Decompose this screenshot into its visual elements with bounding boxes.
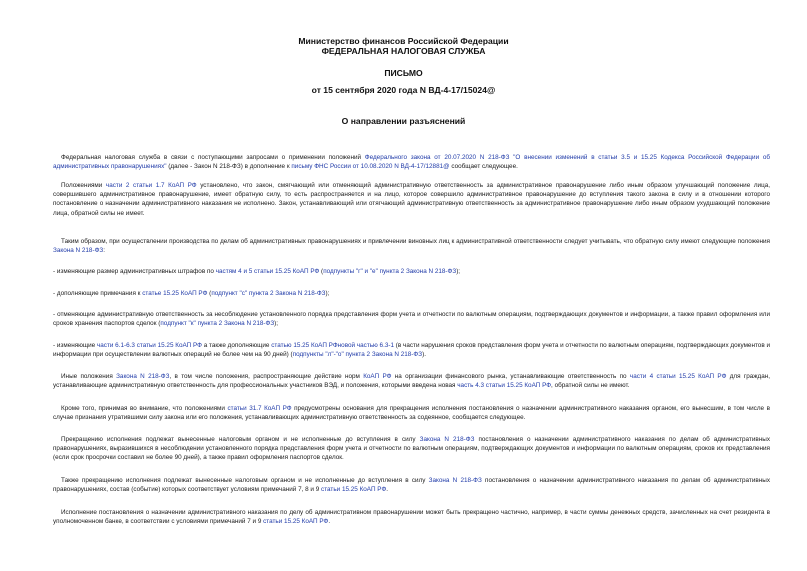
text: , обратной силы не имеют. xyxy=(551,382,630,390)
article-link[interactable]: статье 15.25 КоАП РФ xyxy=(142,290,208,297)
article-link[interactable]: статьи 15.25 КоАП РФ xyxy=(263,518,329,526)
text: Положениями xyxy=(61,182,106,189)
text: ). xyxy=(422,351,426,359)
list-item-notes xyxy=(53,289,770,298)
service-heading: ФЕДЕРАЛЬНАЯ НАЛОГОВАЯ СЛУЖБА xyxy=(321,46,486,56)
article-link[interactable]: статьи 31.7 КоАП РФ xyxy=(227,405,292,412)
text: ); xyxy=(274,320,279,328)
article-link[interactable]: статью 15.25 КоАП РФ xyxy=(271,342,338,349)
text: - изменяющие xyxy=(53,342,97,349)
list-item-fines xyxy=(53,267,770,276)
subparagraph-link[interactable]: подпункты "г" и "е" пункта 2 Закона N 218-ФЗ xyxy=(323,268,457,275)
text: - дополняющие примечания к xyxy=(53,290,143,297)
text: постановления о назначении административного наказания по делам об административных правонарушениях, состав (событие) которых соответствует условиям примечаний 7, 8 и 9 xyxy=(53,477,770,494)
paragraph-retroactivity xyxy=(53,181,770,218)
text: а также дополняющие xyxy=(201,342,272,349)
paragraph-conclusion xyxy=(53,237,770,255)
text: ( xyxy=(207,290,212,297)
ministry-heading: Министерство финансов Российской Федерации xyxy=(298,36,509,46)
paragraph-termination-tax xyxy=(53,435,770,463)
text: ); xyxy=(325,290,330,297)
text: Федеральная налоговая служба в связи с поступающими запросами о применении положений xyxy=(61,154,365,161)
text: Иные положения xyxy=(61,373,117,380)
law-link[interactable]: Закона N 218-ФЗ xyxy=(53,247,104,255)
law-link[interactable]: Закона N 218-ФЗ xyxy=(116,373,170,380)
text: : xyxy=(103,247,105,255)
text: постановления о назначении административного наказания по делам об административных правонарушениях, выразившихся в несоблюдении установленного порядка представления форм учета и отчетности по валютным операциям, подтверждающих документов и информации по валютным операциям, сроков их представления (если срок просрочки составил не более 90 дней), а также правил оформления паспортов сделок. xyxy=(53,436,770,462)
paragraph-termination-grounds xyxy=(53,404,770,422)
subparagraph-link[interactable]: подпункт "к" пункта 2 Закона N 218-ФЗ xyxy=(160,320,275,328)
law-link[interactable]: Закона N 218-ФЗ xyxy=(419,436,475,443)
paragraph-termination-notes xyxy=(53,476,770,494)
text: Также прекращению исполнения подлежат вынесенные налоговым органом и не исполненные до вступления в силу xyxy=(61,477,429,484)
text: (в части нарушения сроков представления форм учета и отчетности по валютным операциям, подтверждающих документов и информации при осуществлении валютных операций не более чем на 90 дней) ( xyxy=(53,342,771,359)
text: сообщает следующее. xyxy=(449,163,518,171)
text: Прекращению исполнения подлежат вынесенные налоговым органом и не исполненные до вступления в силу xyxy=(61,436,420,443)
text: Таким образом, при осуществлении производства по делам об административных правонарушениях и привлечении виновных лиц к административной ответственности следует учитывать, что обратную силу имеют следующие положения xyxy=(61,238,770,245)
document-subject: О направлении разъяснений xyxy=(341,116,466,126)
text: , в том числе положения, распространяющие действие норм xyxy=(169,373,364,380)
text: Кроме того, принимая во внимание, что положениями xyxy=(61,405,228,412)
article-link[interactable]: часть 4.3 статьи 15.25 КоАП РФ xyxy=(457,382,552,390)
letter-link[interactable]: письму ФНС России от 10.08.2020 N ВД-4-17/12881@ xyxy=(291,163,450,171)
list-item-amendments xyxy=(53,341,770,359)
list-item-repeal xyxy=(53,310,770,328)
law-link[interactable]: Закона N 218-ФЗ xyxy=(428,477,482,484)
text: для граждан, устанавливающие административную ответственность для профессиональных участников ВЭД, и положения, которыми введена новая xyxy=(53,373,770,390)
text: . xyxy=(386,486,389,494)
article-link[interactable]: части 6.1-6.3 статьи 15.25 КоАП РФ xyxy=(96,342,202,349)
text: (далее - Закон N 218-ФЗ) в дополнение к xyxy=(166,163,292,171)
article-link[interactable]: частям 4 и 5 статьи 15.25 КоАП РФ xyxy=(215,268,320,275)
document-type: ПИСЬМО xyxy=(384,68,423,78)
article-part-link[interactable]: новой частью 6.3-1 xyxy=(337,342,395,349)
text: предусмотрены основания для прекращения исполнения постановления о назначении административного наказания органом, его вынесшим, в том числе в случае признания утратившими силу закона или его положения, устанавливающих административную ответственность за содеянное, сообщается следующее. xyxy=(53,405,770,422)
text: установлено, что закон, смягчающий или отменяющий административную ответственность за административное правонарушение либо иным образом улучшающий положение лица, совершившего административное правонарушение, имеет обратную силу, то есть распространяется и на лицо, которое совершило административное правонарушение до вступления такого закона в силу и в отношении которого постановление о назначении административного наказания не исполнено. Закон, устанавливающий или отягчающий административную ответственность за административное правонарушение либо иным образом ухудшающий положение лица, обратной силы не имеет. xyxy=(53,182,770,217)
article-link[interactable]: статьи 15.25 КоАП РФ xyxy=(321,486,387,494)
text: . xyxy=(328,518,331,526)
paragraph-intro xyxy=(53,153,770,171)
subparagraph-link[interactable]: подпункты "л"-"о" пункта 2 Закона N 218-ФЗ xyxy=(292,351,423,359)
text: - изменяющие размер административных штрафов по xyxy=(53,268,216,275)
text: на организации финансового рынка, устанавливающие ответственность по xyxy=(391,373,630,380)
text: Исполнение постановления о назначении административного наказания по делу об административном правонарушении может быть прекращено частично, например, в части суммы денежных средств, зачисленных на счет резидента в уполномоченном банке, в соответствии с условиями примечаний 7 и 9 xyxy=(53,509,770,526)
article-link[interactable]: части 2 статьи 1.7 КоАП РФ xyxy=(105,182,197,189)
text: ( xyxy=(319,268,324,275)
article-link[interactable]: части 4 статьи 15.25 КоАП РФ xyxy=(629,373,727,380)
paragraph-partial-termination xyxy=(53,508,770,526)
text: - отменяющие административную ответственность за несоблюдение установленного порядка представления форм учета и отчетности по валютным операциям, подтверждающих документов и информации, а также правил оформления или сроков хранения паспортов сделок ( xyxy=(53,311,770,328)
subparagraph-link[interactable]: подпункт "с" пункта 2 Закона N 218-ФЗ xyxy=(211,290,326,297)
text: ); xyxy=(456,268,461,275)
document-number: от 15 сентября 2020 года N ВД-4-17/15024@ xyxy=(311,85,496,95)
law-link[interactable]: Федерального закона от 20.07.2020 N 218-ФЗ "О внесении изменений в статьи 3.5 и 15.25 Кодекса Российской Федерации об административных правонарушениях" xyxy=(53,154,770,171)
paragraph-other-provisions xyxy=(53,372,770,390)
code-link[interactable]: КоАП РФ xyxy=(363,373,392,380)
